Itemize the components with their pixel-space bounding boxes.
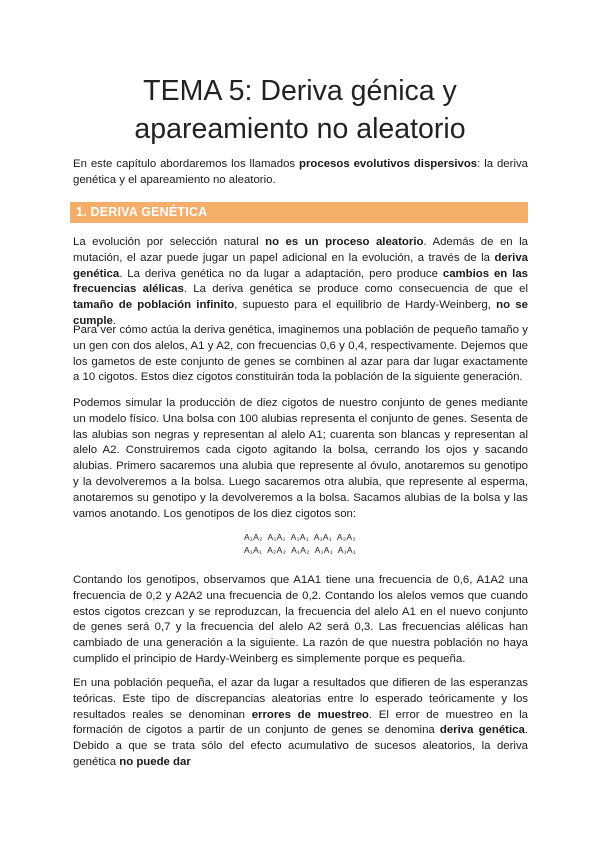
title-line-1: TEMA 5: Deriva génica y [143,75,457,107]
p5-bold: deriva genética [439,724,525,737]
intro-text: : la deriva genética y el apareamiento no aleatorio. [73,158,528,186]
p1-bold: no se cumple [73,299,528,327]
p5-bold: no puede dar [119,755,191,768]
intro-paragraph [73,157,528,189]
title-line-2: apareamiento no aleatorio [134,113,466,145]
p1-text: . [112,314,117,327]
page-title [0,72,600,148]
paragraph-4: Contando los genotipos, observamos que A1A1 tiene una frecuencia de 0,6, A1A2 una frecuencia de 0,2 y A2A2 una frecuencia de 0,2. Contando los alelos vemos que cuando estos cigotos crezcan y se reproduzcan, la frecuencia del alelo A1 en el nuevo conjunto de genes será 0,7 y la frecuencia del alelo A2 será 0,3. Las frecuencias alélicas han cambiado de una generación a la siguiente. La razón de que nuestra población no haya cumplido el principio de Hardy-Weinberg es simplemente porque es pequeña. [73,574,528,665]
paragraph-2: Para ver cómo actúa la deriva genética, imaginemos una población de pequeño tamaño y un gen con dos alelos, A1 y A2, con frecuencias 0,6 y 0,4, respectivamente. Dejemos que los gametos de este conjunto de genes se combinen al azar para dar lugar exactamente a 10 cigotos. Estos diez cigotos constituirán toda la población de la siguiente generación. [73,324,528,384]
intro-bold: procesos evolutivos dispersivos [299,158,478,170]
p1-bold: cambios en las frecuencias alélicas [73,267,528,296]
paragraph-3: Podemos simular la producción de diez cigotos de nuestro conjunto de genes mediante un modelo físico. Una bolsa con 100 alubias representa el conjunto de genes. Sesenta de las alubias son negras y representan al alelo A1; cuarenta son blancas y representan al alelo A2. Construiremos cada cigoto agitando la bolsa, cerrando los ojos y sacando alubias. Primero sacaremos una alubia que represente al óvulo, anotaremos su genotipo y la devolveremos a la bolsa. Luego sacaremos otra alubia, que represente al esperma, anotaremos su genotipo y la devolveremos a la bolsa. Sacamos alubias de la bolsa y las vamos anotando. Los genotipos de los diez cigotos son: [73,397,528,520]
p1-text: , supuesto para el equilibrio de Hardy-Weinberg, [234,299,497,312]
section-header-bar [70,202,528,223]
section-heading: 1. DERIVA GENÉTICA [76,205,208,219]
p1-text: . La deriva genética no da lugar a adaptación, pero produce [119,267,443,280]
genotype-row-2: A₁A₁ A₂A₂ A₁A₂ A₁A₁ A₁A₁ [243,545,357,555]
paragraph-5 [73,676,528,771]
genotype-row-1: A₁A₂ A₁A₁ A₁A₁ A₁A₁ A₂A₂ [243,532,357,542]
p1-bold: no es un proceso aleatorio [265,236,424,248]
p1-text: . La deriva genética se produce como consecuencia de que el [183,283,528,296]
p1-text: . Además de en la mutación, el azar puede jugar un papel adicional en la evolución, a través de la [73,236,529,264]
p5-text: . El error de muestreo en la formación de cigotos a partir de un conjunto de genes se denomina [73,708,528,737]
p5-text: . Debido a que se trata sólo del efecto acumulativo de sucesos aleatorios, la deriva genética [73,724,528,768]
intro-text: En este capítulo abordaremos los llamados [73,158,300,170]
p5-text: En una población pequeña, el azar da lugar a resultados que difieren de las esperanzas teóricas. Este tipo de discrepancias aleatorias entre lo esperado teóricamente y los resultados reales se denominan [73,677,528,721]
genotype-list [0,531,600,557]
p1-bold: deriva genética [73,251,528,280]
p1-bold: tamaño de población infinito [73,299,235,312]
p5-bold: errores de muestreo [251,708,369,721]
paragraph-1 [73,235,528,330]
p1-text: La evolución por selección natural [73,236,266,248]
